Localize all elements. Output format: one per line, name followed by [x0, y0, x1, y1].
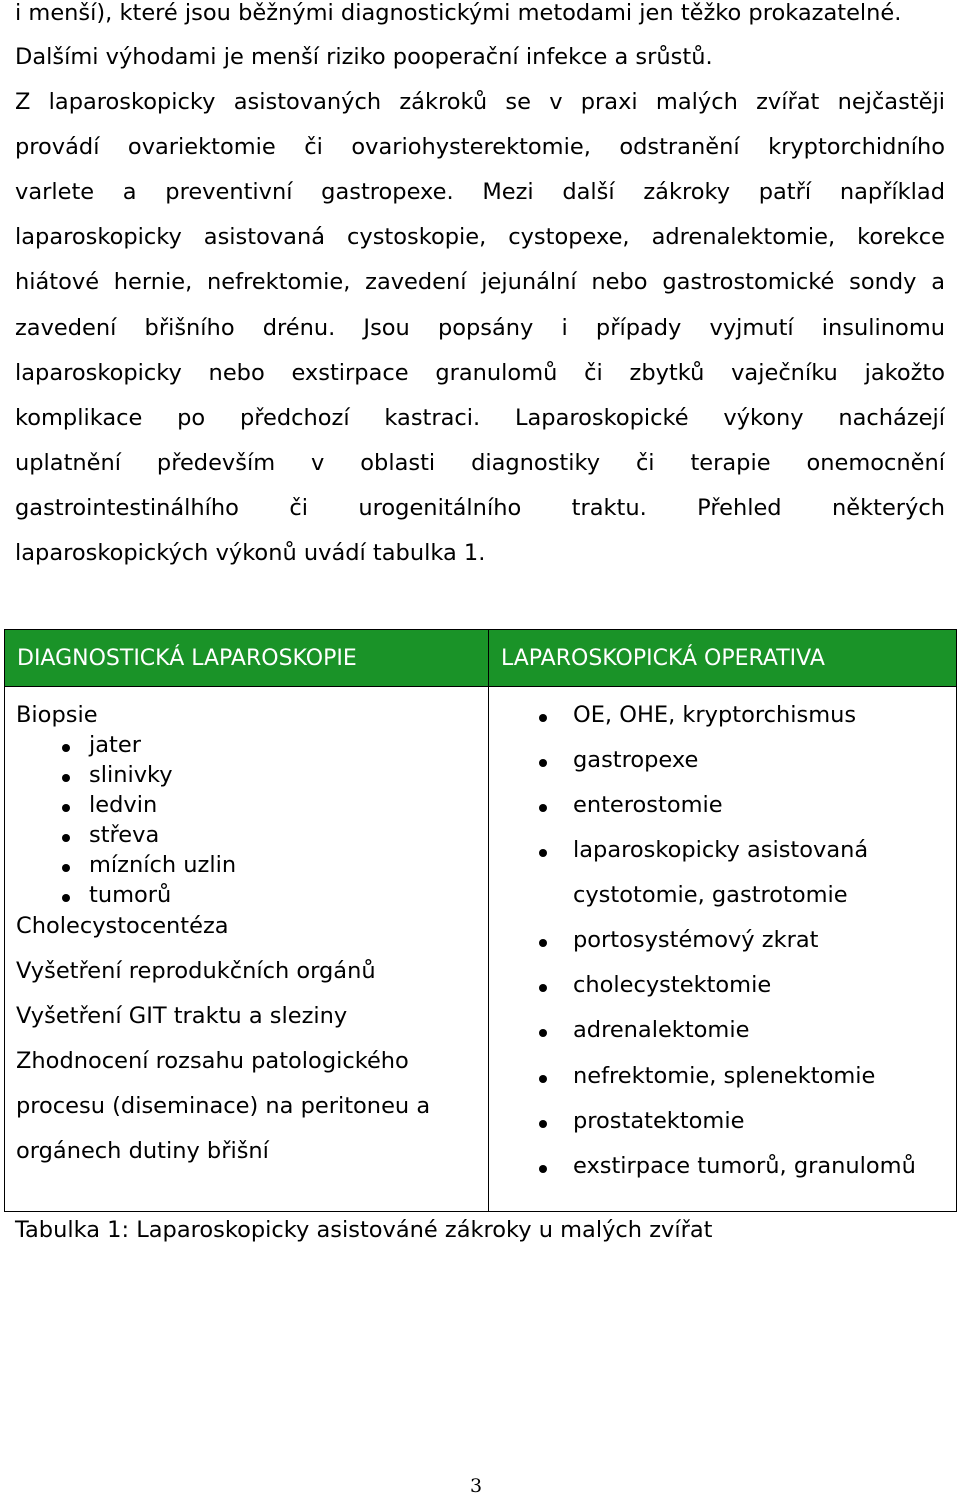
page-number: 3 — [470, 1475, 483, 1497]
operative-item: prostatektomie — [573, 1108, 745, 1134]
operative-item: exstirpace tumorů, granulomů — [573, 1153, 916, 1179]
paragraph-line: hiátové hernie, nefrektomie, zavedení jejunální nebo gastrostomické sondy a — [15, 269, 945, 295]
operative-item: enterostomie — [573, 792, 723, 818]
paragraph-line: Dalšími výhodami je menší riziko pooperační infekce a srůstů. — [15, 44, 713, 70]
bullet-icon — [539, 1075, 547, 1083]
paragraph-line: laparoskopicky nebo exstirpace granulomů či zbytků vaječníku jakožto — [15, 360, 945, 386]
table-caption: Tabulka 1: Laparoskopicky asistováné zákroky u malých zvířat — [15, 1217, 713, 1243]
operative-item: OE, OHE, kryptorchismus — [573, 702, 857, 728]
bullet-icon — [62, 774, 70, 782]
paragraph-line: laparoskopických výkonů uvádí tabulka 1. — [15, 540, 486, 566]
paragraph-line: laparoskopicky asistovaná cystoskopie, cystopexe, adrenalektomie, korekce — [15, 224, 945, 250]
bullet-icon — [62, 804, 70, 812]
bullet-icon — [539, 939, 547, 947]
operative-item: cholecystektomie — [573, 972, 772, 998]
bullet-icon — [62, 834, 70, 842]
operative-item: gastropexe — [573, 747, 699, 773]
operative-item: nefrektomie, splenektomie — [573, 1063, 876, 1089]
biopsie-item: tumorů — [89, 882, 172, 908]
paragraph-line: zavedení břišního drénu. Jsou popsány i případy vyjmutí insulinomu — [15, 315, 945, 341]
operative-item: laparoskopicky asistovaná — [573, 837, 869, 863]
paragraph-line: varlete a preventivní gastropexe. Mezi další zákroky patří například — [15, 179, 945, 205]
procedures-table — [4, 629, 957, 1212]
bullet-icon — [539, 759, 547, 767]
paragraph-line: Z laparoskopicky asistovaných zákroků se v praxi malých zvířat nejčastěji — [15, 89, 945, 115]
operative-cell — [489, 687, 957, 1212]
paragraph-line: uplatnění především v oblasti diagnostiky či terapie onemocnění — [15, 450, 945, 476]
operative-item-continued: cystotomie, gastrotomie — [573, 882, 848, 908]
paragraph-line: i menší), které jsou běžnými diagnostickými metodami jen těžko prokazatelné. — [15, 0, 902, 26]
paragraph-line: komplikace po předchozí kastraci. Laparoskopické výkony nacházejí — [15, 405, 945, 431]
biopsie-item: střeva — [89, 822, 160, 848]
bullet-icon — [539, 1029, 547, 1037]
bullet-icon — [539, 849, 547, 857]
operative-item: portosystémový zkrat — [573, 927, 819, 953]
diagnostic-line: Vyšetření reprodukčních orgánů — [16, 958, 376, 984]
biopsie-item: jater — [89, 732, 141, 758]
diagnostic-line: orgánech dutiny břišní — [16, 1138, 269, 1164]
bullet-icon — [539, 984, 547, 992]
paragraph-line: gastrointestinálhího či urogenitálního traktu. Přehled některých — [15, 495, 945, 521]
diagnostic-line: Zhodnocení rozsahu patologického — [16, 1048, 409, 1074]
header-operative: LAPAROSKOPICKÁ OPERATIVA — [489, 630, 957, 687]
bullet-icon — [539, 714, 547, 722]
diagnostic-cell — [5, 687, 489, 1212]
diagnostic-line: Cholecystocentéza — [16, 913, 229, 939]
biopsie-item: mízních uzlin — [89, 852, 237, 878]
bullet-icon — [539, 804, 547, 812]
bullet-icon — [539, 1120, 547, 1128]
biopsie-item: slinivky — [89, 762, 173, 788]
diagnostic-line: procesu (diseminace) na peritoneu a — [16, 1093, 431, 1119]
bullet-icon — [62, 744, 70, 752]
bullet-icon — [539, 1165, 547, 1173]
bullet-icon — [62, 894, 70, 902]
header-diagnostic: DIAGNOSTICKÁ LAPAROSKOPIE — [5, 630, 489, 687]
biopsie-title: Biopsie — [16, 702, 98, 728]
paragraph-line: provádí ovariektomie či ovariohysterektomie, odstranění kryptorchidního — [15, 134, 945, 160]
bullet-icon — [62, 864, 70, 872]
biopsie-item: ledvin — [89, 792, 158, 818]
operative-item: adrenalektomie — [573, 1017, 750, 1043]
diagnostic-line: Vyšetření GIT traktu a sleziny — [16, 1003, 348, 1029]
